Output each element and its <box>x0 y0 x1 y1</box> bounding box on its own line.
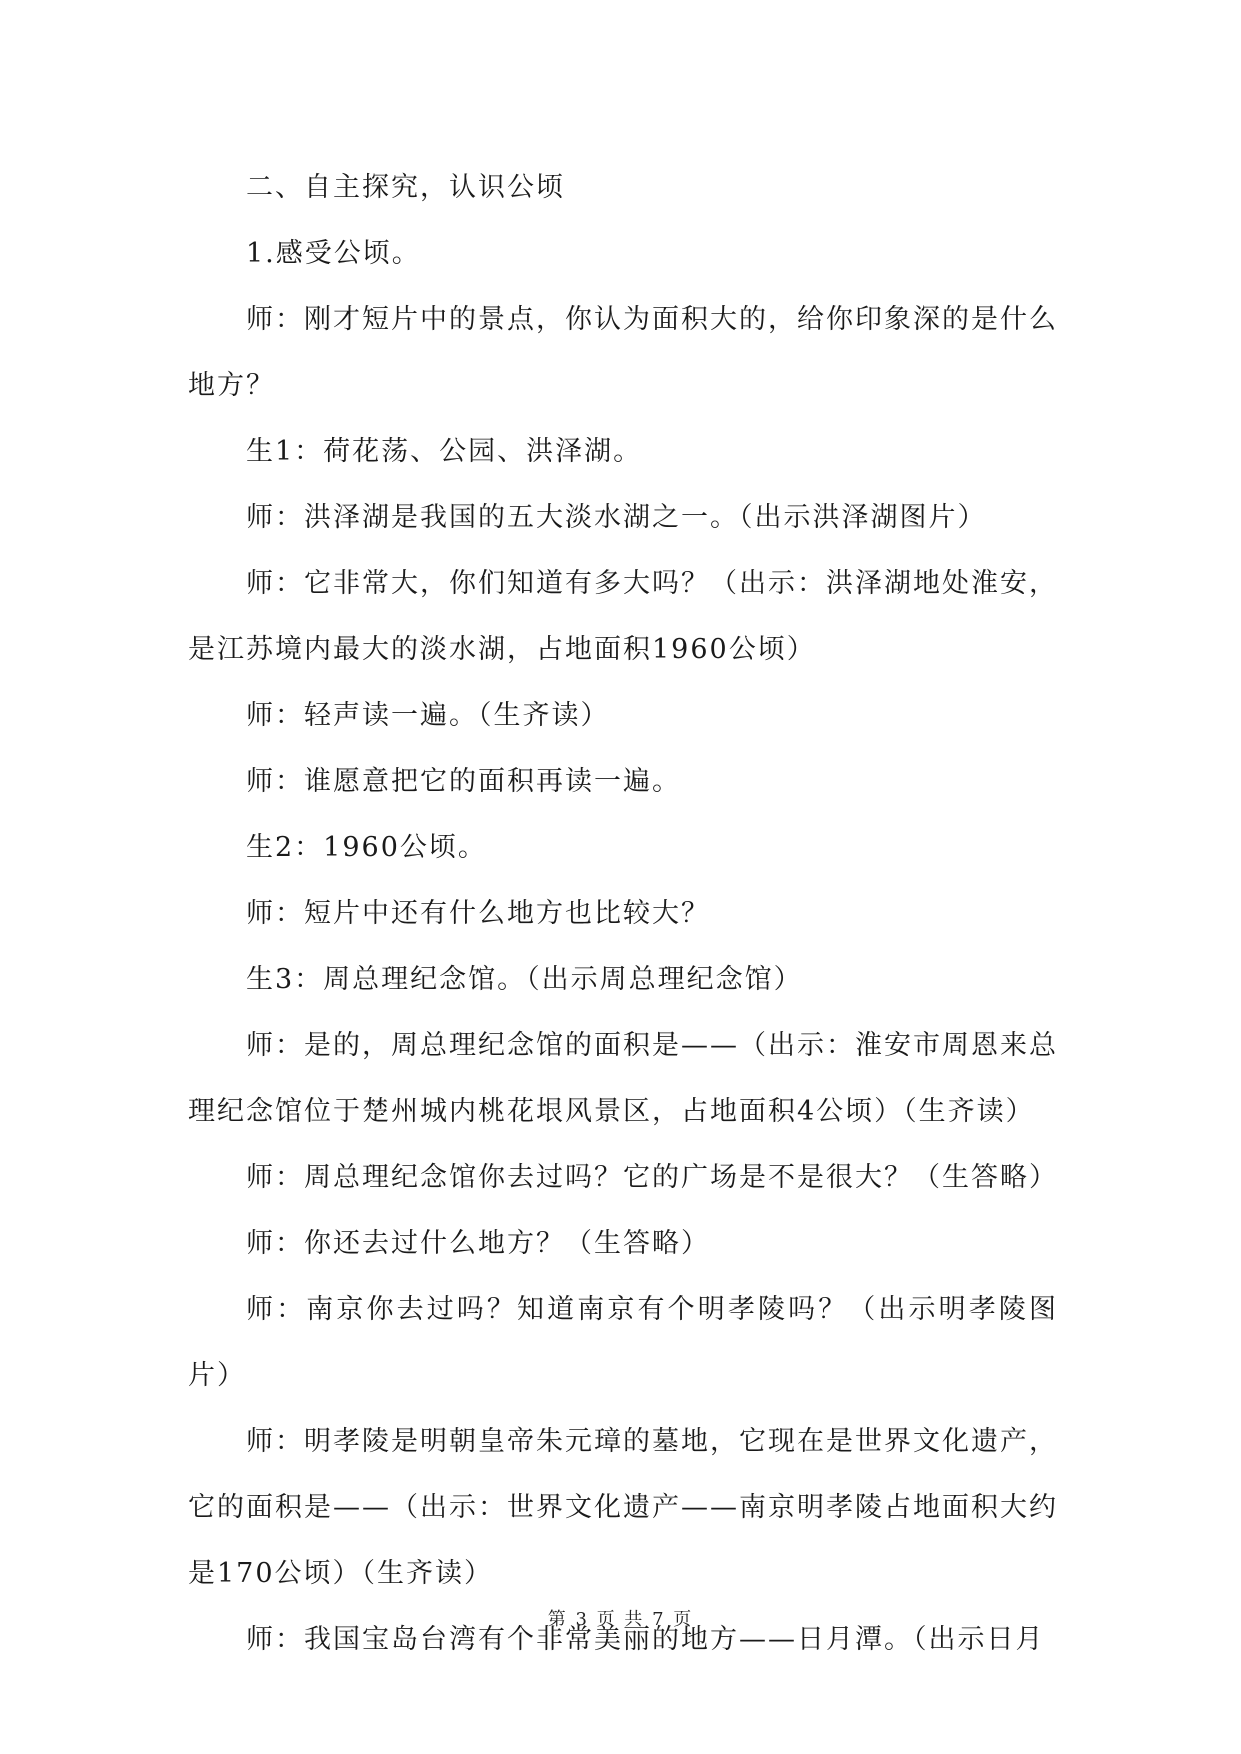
document-body <box>188 155 1058 1673</box>
paragraph: 师：刚才短片中的景点，你认为面积大的，给你印象深的是什么地方？ <box>188 304 1058 401</box>
paragraph: 师：你还去过什么地方？（生答略） <box>246 1228 710 1259</box>
paragraph: 师：洪泽湖是我国的五大淡水湖之一。（出示洪泽湖图片） <box>246 502 987 533</box>
paragraph: 师：它非常大，你们知道有多大吗？（出示：洪泽湖地处淮安，是江苏境内最大的淡水湖，占地面积1960公顷） <box>188 568 1058 665</box>
paragraph: 师：南京你去过吗？知道南京有个明孝陵吗？（出示明孝陵图片） <box>188 1294 1058 1391</box>
paragraph: 生2：1960公顷。 <box>246 832 487 863</box>
paragraph: 师：谁愿意把它的面积再读一遍。 <box>246 766 681 797</box>
paragraph: 师：明孝陵是明朝皇帝朱元璋的墓地，它现在是世界文化遗产，它的面积是——（出示：世界文化遗产——南京明孝陵占地面积大约是170公顷）（生齐读） <box>188 1426 1058 1589</box>
paragraph: 师：短片中还有什么地方也比较大？ <box>246 898 710 929</box>
page-number-footer: 第 3 页 共 7 页 <box>547 1609 694 1630</box>
paragraph: 师：是的，周总理纪念馆的面积是——（出示：淮安市周恩来总理纪念馆位于楚州城内桃花垠风景区，占地面积4公顷）（生齐读） <box>188 1030 1058 1127</box>
paragraph: 师：轻声读一遍。（生齐读） <box>246 700 610 731</box>
paragraph: 生1：荷花荡、公园、洪泽湖。 <box>246 436 643 467</box>
paragraph: 师：我国宝岛台湾有个非常美丽的地方——日月潭。（出示日月 <box>246 1624 1045 1655</box>
paragraph: 生3：周总理纪念馆。（出示周总理纪念馆） <box>246 964 803 995</box>
paragraph: 师：周总理纪念馆你去过吗？它的广场是不是很大？（生答略） <box>246 1162 1058 1193</box>
section-heading: 二、自主探究，认识公顷 <box>246 172 565 203</box>
subsection-heading: 1.感受公顷。 <box>246 238 421 269</box>
